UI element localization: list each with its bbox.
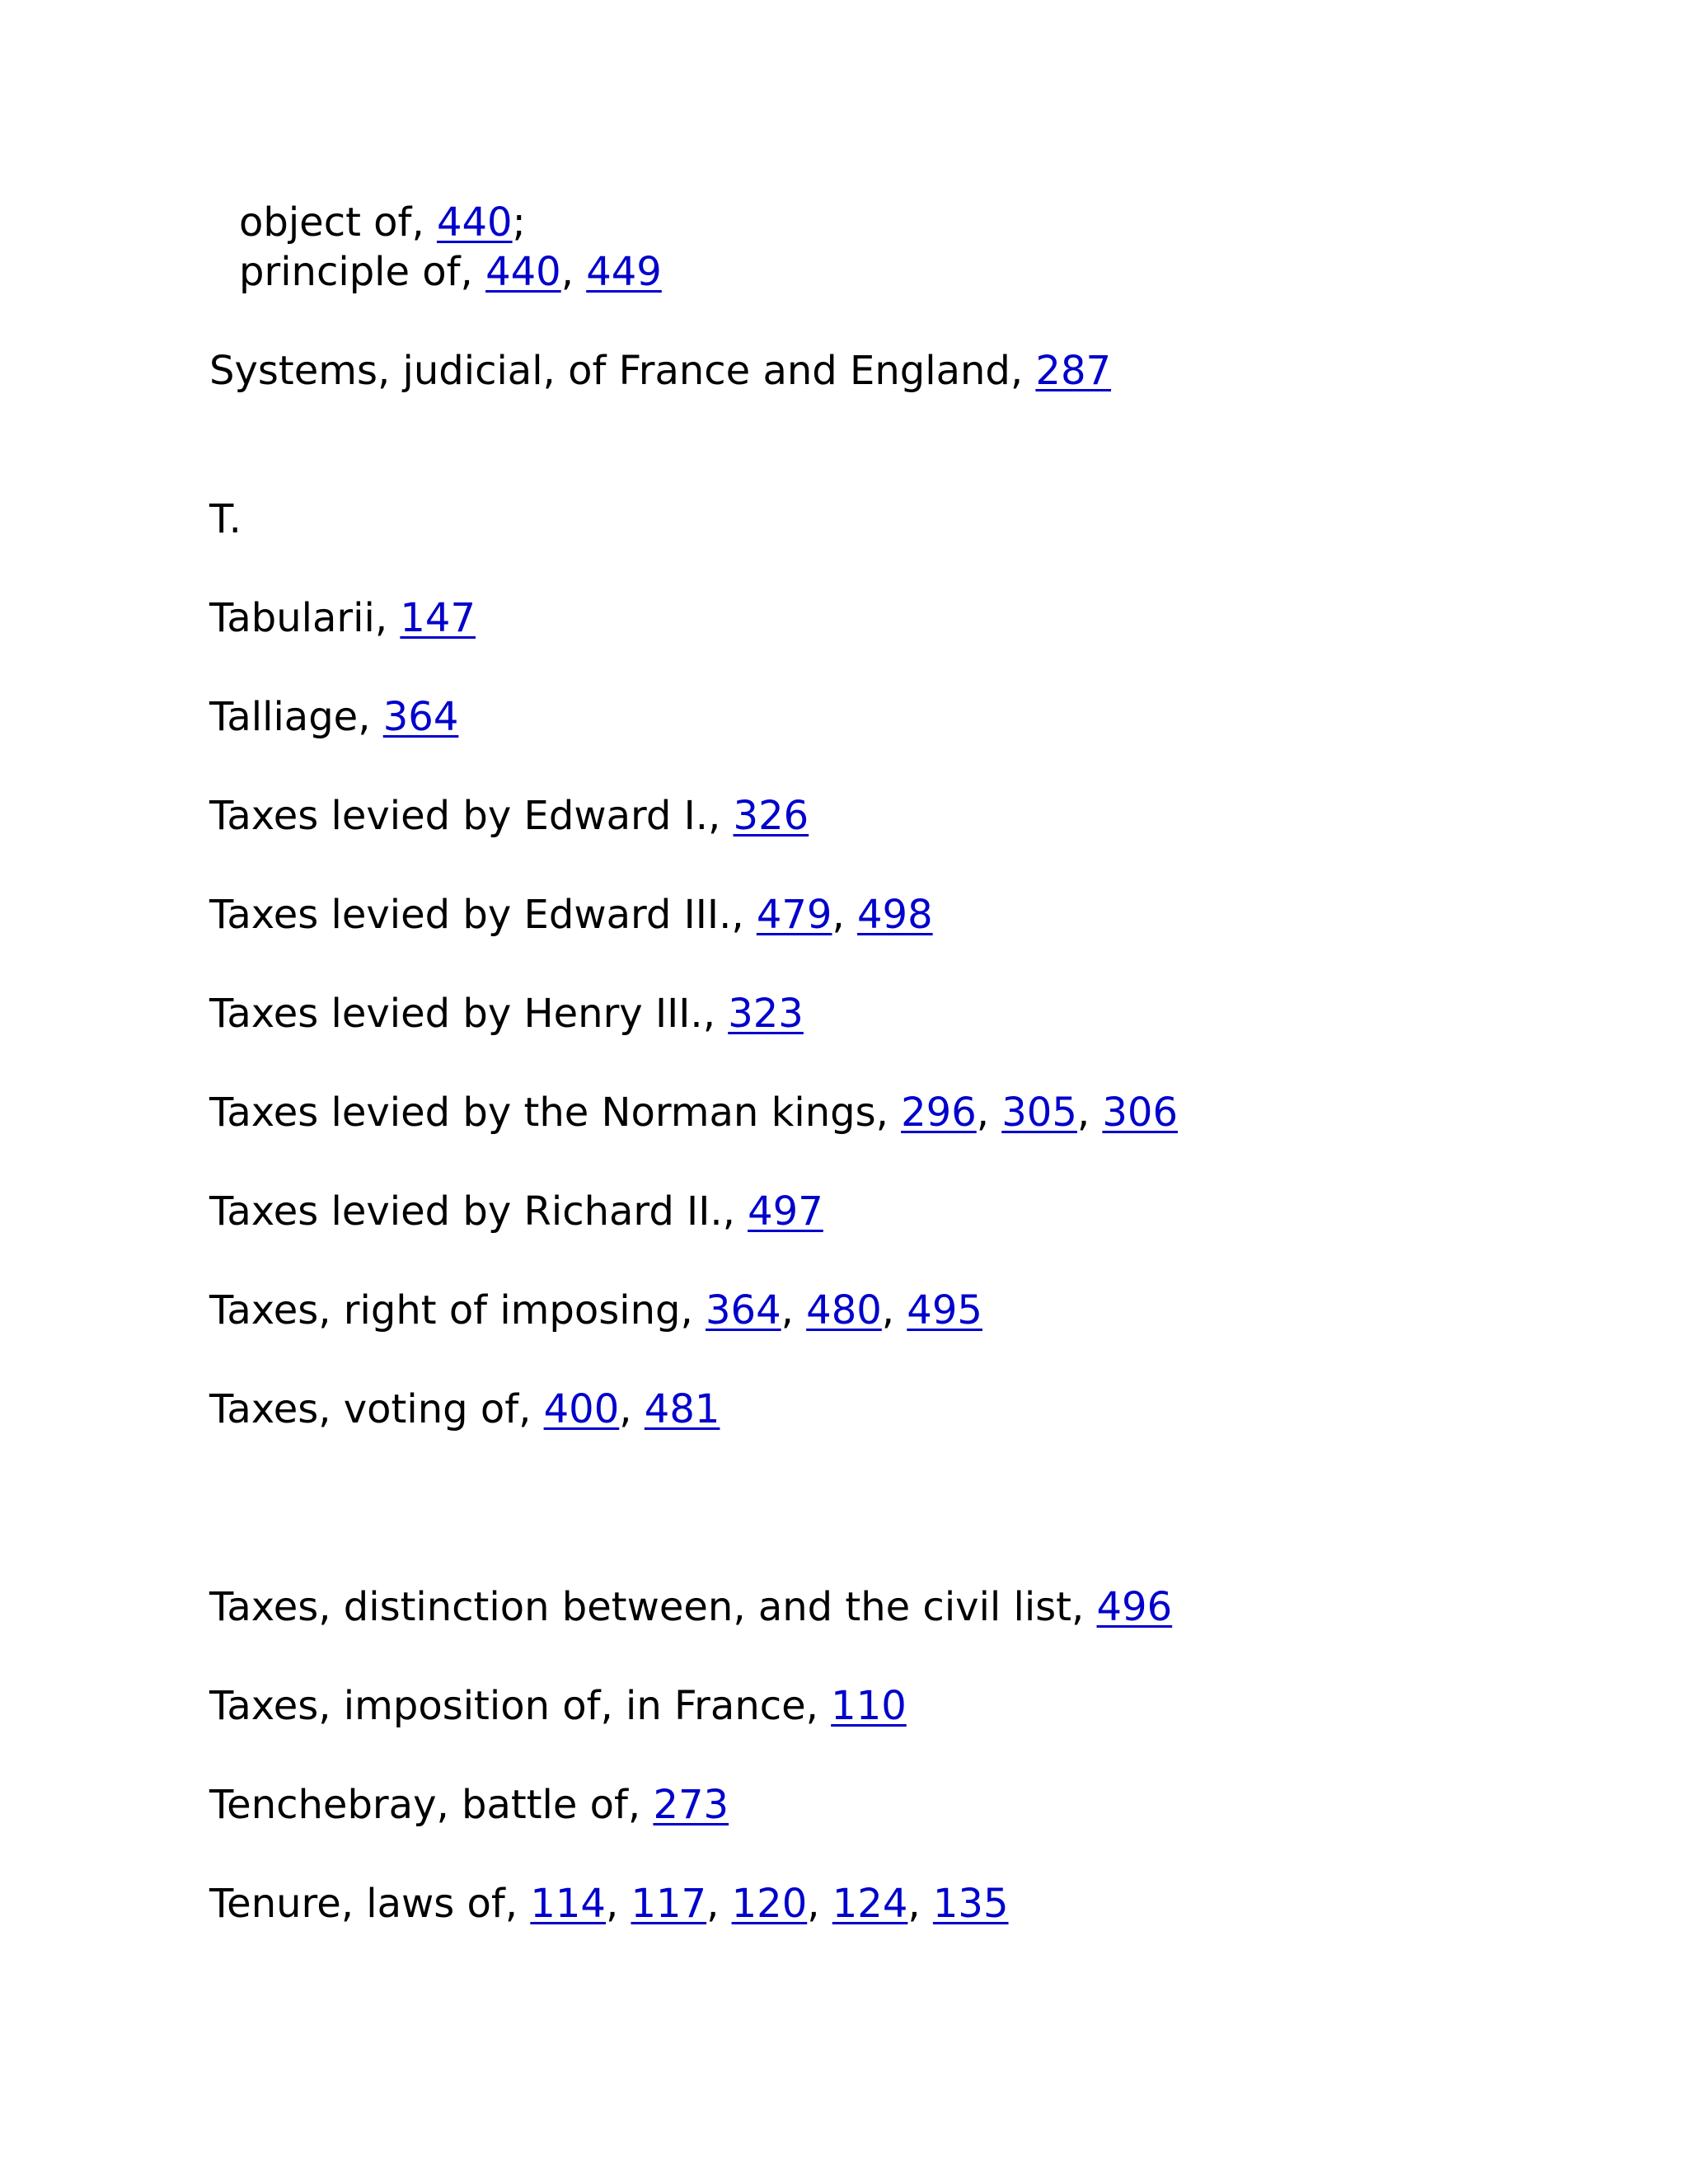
index-entry (209, 1385, 720, 1434)
index-entry (209, 989, 804, 1038)
subentry-text: object of, (239, 199, 437, 246)
entry-text: Taxes, voting of, (209, 1386, 544, 1432)
page-link[interactable]: 497 (748, 1188, 823, 1235)
entry-text: Taxes levied by Edward I., (209, 793, 734, 839)
separator: , (560, 249, 587, 295)
page-link[interactable]: 147 (400, 595, 476, 641)
page-link[interactable]: 495 (907, 1287, 982, 1333)
index-entry (209, 1780, 729, 1830)
index-entry (209, 1582, 1172, 1632)
entry-text: Taxes, right of imposing, (209, 1287, 706, 1333)
page-link[interactable]: 117 (631, 1881, 707, 1927)
separator: , (619, 1386, 645, 1432)
page-link[interactable]: 135 (932, 1881, 1009, 1927)
page-link[interactable]: 124 (832, 1881, 908, 1927)
entry-text: Taxes levied by the Norman kings, (209, 1090, 902, 1136)
page-link[interactable]: 287 (1035, 348, 1112, 394)
page-link[interactable]: 440 (485, 249, 561, 295)
page-link[interactable]: 305 (1001, 1090, 1077, 1136)
entry-text: Tenure, laws of, (209, 1881, 531, 1927)
page-link[interactable]: 449 (586, 249, 662, 295)
page-link[interactable]: 114 (530, 1881, 606, 1927)
index-entry (209, 692, 458, 742)
entry-text: Systems, judicial, of France and England, (209, 348, 1036, 394)
page-link[interactable]: 498 (856, 892, 933, 938)
page-link[interactable]: 481 (644, 1386, 720, 1432)
separator: , (706, 1881, 732, 1927)
page-link[interactable]: 323 (728, 991, 804, 1037)
section-letter (209, 494, 241, 544)
page-link[interactable]: 496 (1096, 1584, 1173, 1630)
index-entry (209, 1187, 823, 1236)
entry-text: Taxes levied by Richard II., (209, 1188, 748, 1235)
separator: , (881, 1287, 907, 1333)
page-link[interactable]: 306 (1102, 1090, 1179, 1136)
separator: , (832, 892, 857, 938)
page-link[interactable]: 326 (733, 793, 809, 839)
page-link[interactable]: 120 (731, 1881, 808, 1927)
subentry-text: principle of, (239, 249, 486, 295)
index-entry (209, 346, 1111, 396)
page-link[interactable]: 400 (543, 1386, 620, 1432)
index-subentry (239, 198, 526, 247)
index-subentry (239, 247, 662, 297)
page-link[interactable]: 110 (831, 1683, 907, 1729)
separator: , (907, 1881, 933, 1927)
index-entry (209, 1088, 1178, 1137)
separator: , (781, 1287, 807, 1333)
index-entry (209, 593, 476, 643)
index-entry (209, 1681, 907, 1731)
separator: , (807, 1881, 832, 1927)
page-link[interactable]: 364 (382, 694, 459, 740)
page-link[interactable]: 364 (706, 1287, 781, 1333)
separator: , (976, 1090, 1002, 1136)
section-letter-text: T. (209, 496, 241, 542)
index-entry (209, 1879, 1009, 1929)
index-entry (209, 890, 933, 940)
entry-text: Taxes levied by Edward III., (209, 892, 757, 938)
entry-text: Taxes, distinction between, and the civil list, (209, 1584, 1097, 1630)
index-entry (209, 1286, 982, 1335)
separator: , (605, 1881, 631, 1927)
entry-text: Taxes levied by Henry III., (209, 991, 729, 1037)
entry-text: Tabularii, (209, 595, 401, 641)
page-link[interactable]: 273 (653, 1782, 729, 1828)
page-link[interactable]: 480 (806, 1287, 882, 1333)
page-link[interactable]: 296 (901, 1090, 977, 1136)
entry-text: Taxes, imposition of, in France, (209, 1683, 832, 1729)
page-link[interactable]: 440 (436, 199, 513, 246)
index-entry (209, 791, 809, 841)
page-link[interactable]: 479 (756, 892, 832, 938)
separator: , (1076, 1090, 1103, 1136)
subentry-punct: ; (512, 199, 526, 246)
entry-text: Talliage, (209, 694, 383, 740)
entry-text: Tenchebray, battle of, (209, 1782, 654, 1828)
